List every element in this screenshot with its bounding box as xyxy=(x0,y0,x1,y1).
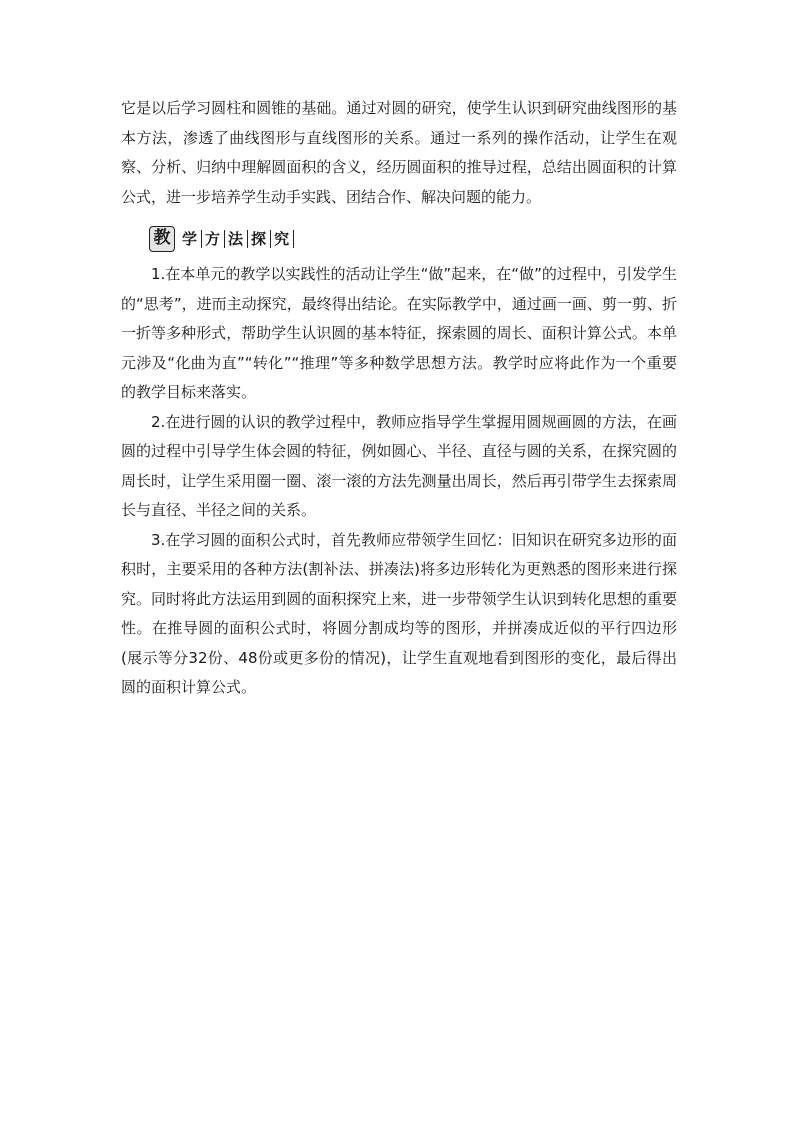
section-title-char: 探 xyxy=(248,230,271,248)
section-title-char: 法 xyxy=(225,230,248,248)
section-title xyxy=(179,230,294,248)
method-paragraph-1: 1.在本单元的教学以实践性的活动让学生“做”起来，在“做”的过程中，引发学生的“思考”，进而主动探究，最终得出结论。在实际教学中，通过画一画、剪一剪、折一折等多种形式，帮助学生认识圆的基本特征，探索圆的周长、面积计算公式。本单元涉及“化曲为直”“转化”“推理”等多种数学思想方法。教学时应将此作为一个重要的教学目标来落实。 xyxy=(121,265,677,401)
section-heading xyxy=(149,224,677,254)
section-title-char: 学 xyxy=(179,230,202,248)
intro-paragraph: 它是以后学习圆柱和圆锥的基础。通过对圆的研究，使学生认识到研究曲线图形的基本方法，渗透了曲线图形与直线图形的关系。通过一系列的操作活动，让学生在观察、分析、归纳中理解圆面积的含义，经历圆面积的推导过程，总结出圆面积的计算公式，进一步培养学生动手实践、团结合作、解决问题的能力。 xyxy=(121,99,677,206)
section-badge: 教 xyxy=(149,226,175,252)
method-paragraph-3: 3.在学习圆的面积公式时，首先教师应带领学生回忆：旧知识在研究多边形的面积时，主要采用的各种方法(割补法、拼凑法)将多边形转化为更熟悉的图形来进行探究。同时将此方法运用到圆的面积探究上来，进一步带领学生认识到转化思想的重要性。在推导圆的面积公式时，将圆分割成均等的图形，并拼凑成近似的平行四边形(展示等分32份、48份或更多份的情况)，让学生直观地看到图形的变化，最后得出圆的面积计算公式。 xyxy=(121,530,677,696)
section-title-char: 究 xyxy=(271,230,294,248)
document-body xyxy=(121,94,677,703)
method-paragraph-2: 2.在进行圆的认识的教学过程中，教师应指导学生掌握用圆规画圆的方法，在画圆的过程中引导学生体会圆的特征，例如圆心、半径、直径与圆的关系，在探究圆的周长时，让学生采用圈一圈、滚一滚的方法先测量出周长，然后再引带学生去探索周长与直径、半径之间的关系。 xyxy=(121,412,677,519)
section-title-char: 方 xyxy=(202,230,225,248)
